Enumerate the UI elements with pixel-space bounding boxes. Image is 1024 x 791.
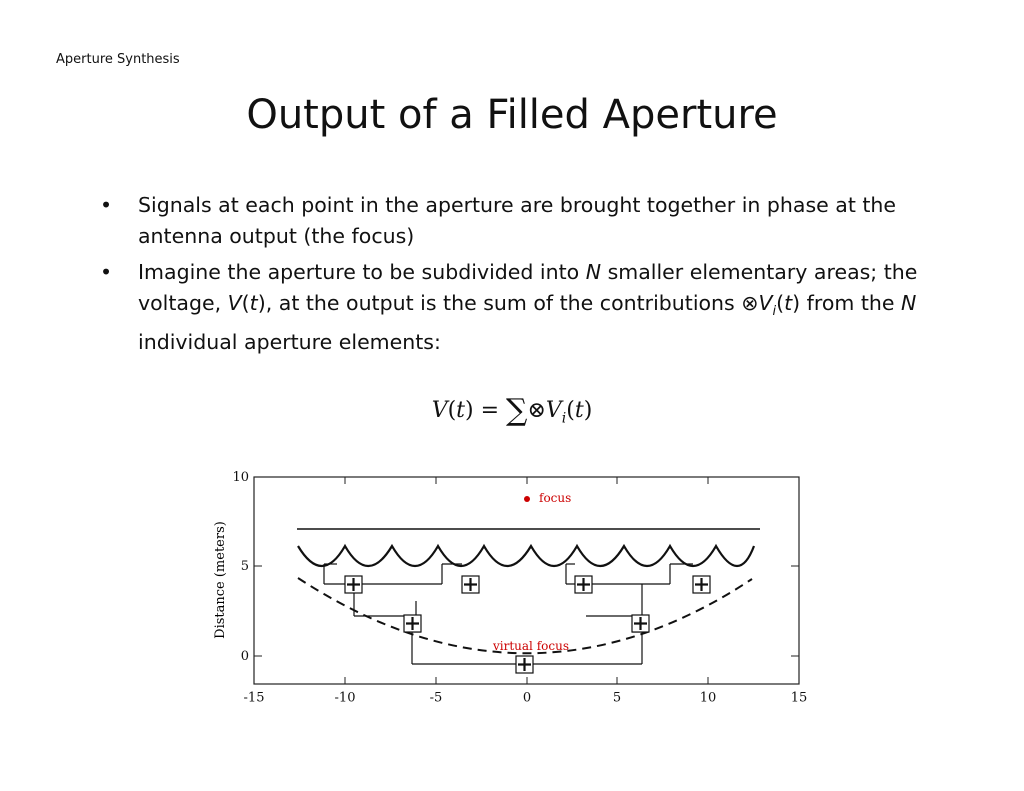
x-tick-label: -15 xyxy=(243,690,265,706)
x-tick-label: 15 xyxy=(790,690,808,706)
combiner-box xyxy=(462,576,479,593)
virtual-focus-label: virtual focus xyxy=(493,639,569,653)
bullet-text: Signals at each point in the aperture are brought together in phase at the antenna output (the focus) xyxy=(138,193,897,248)
bullet-dot-icon: • xyxy=(100,193,113,217)
bullet-text: Imagine the aperture to be subdivided into N smaller elementary areas; the voltage, V(t), at the output is the sum of the contributions $\otimes V_i(t)$ from the N individual aperture elements: xyxy=(138,260,918,355)
slide-title: Output of a Filled Aperture xyxy=(246,92,778,138)
x-tick-label: 0 xyxy=(522,690,532,706)
aperture-diagram xyxy=(206,466,816,706)
combiner-box xyxy=(632,615,649,632)
bullet-dot-icon: • xyxy=(100,260,113,284)
bullet-list xyxy=(98,190,918,363)
sum-equation: $V(t) = \sum\otimes V_i(t)$ xyxy=(431,393,593,428)
combiner-box xyxy=(693,576,710,593)
combiner-box xyxy=(345,576,362,593)
sum-symbol: ∑ xyxy=(506,393,528,428)
combiner-box xyxy=(404,615,421,632)
combiner-box xyxy=(516,656,533,673)
scalloped-aperture xyxy=(298,546,754,566)
y-tick-label: 0 xyxy=(240,649,249,664)
y-tick-label: 5 xyxy=(240,559,249,574)
x-tick-label: 10 xyxy=(699,690,717,706)
focus-dot xyxy=(524,496,530,502)
y-axis-label: Distance (meters) xyxy=(213,521,228,639)
aperture-figure xyxy=(206,466,816,706)
x-tick-label: 5 xyxy=(612,690,622,706)
combiner-boxes xyxy=(345,576,710,673)
bullet-item xyxy=(98,257,918,358)
combiner-box xyxy=(575,576,592,593)
bullet-item xyxy=(98,190,918,252)
y-tick-label: 10 xyxy=(232,470,249,485)
x-tick-label: -10 xyxy=(334,690,356,706)
x-tick-label: -5 xyxy=(429,690,443,706)
focus-label: focus xyxy=(539,491,572,505)
header-label: Aperture Synthesis xyxy=(56,52,180,67)
